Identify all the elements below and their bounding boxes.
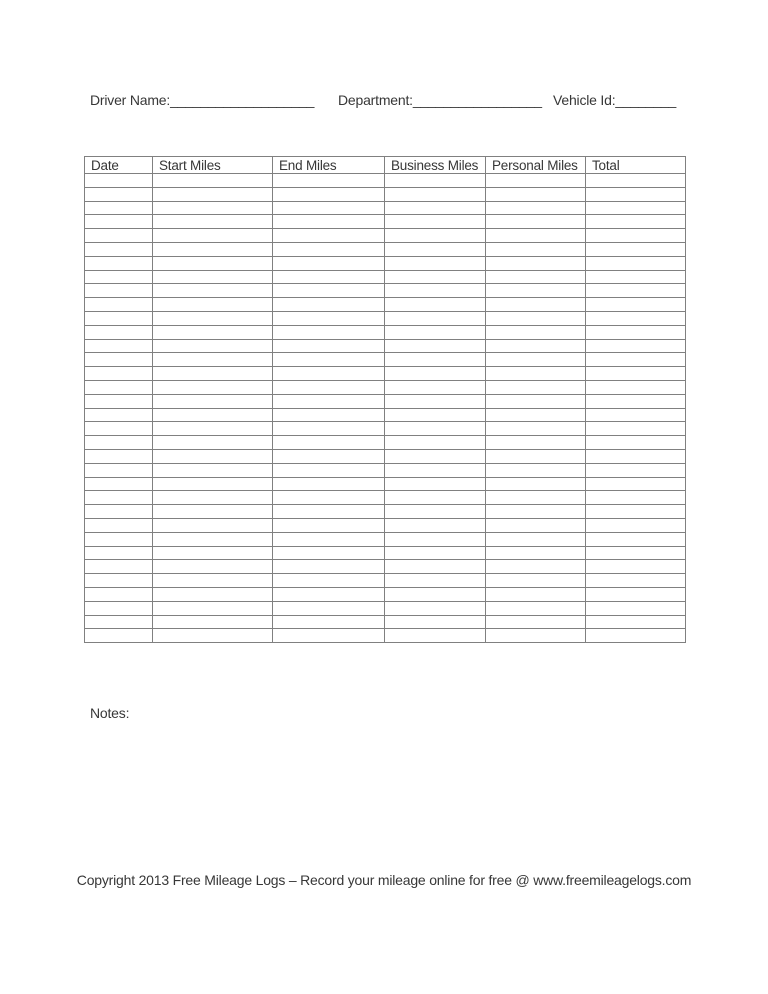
- empty-cell: [273, 353, 385, 367]
- empty-cell: [586, 491, 686, 505]
- table-row: [85, 298, 686, 312]
- empty-cell: [153, 477, 273, 491]
- empty-cell: [273, 601, 385, 615]
- empty-cell: [385, 187, 486, 201]
- empty-cell: [586, 394, 686, 408]
- table-row: [85, 353, 686, 367]
- empty-cell: [486, 201, 586, 215]
- empty-cell: [153, 174, 273, 188]
- department-blank-line: _________________: [412, 92, 542, 108]
- empty-cell: [385, 601, 486, 615]
- empty-cell: [85, 532, 153, 546]
- empty-cell: [85, 215, 153, 229]
- empty-cell: [273, 560, 385, 574]
- empty-cell: [153, 298, 273, 312]
- empty-cell: [153, 615, 273, 629]
- table-row: [85, 229, 686, 243]
- empty-cell: [273, 463, 385, 477]
- empty-cell: [385, 229, 486, 243]
- table-row: [85, 174, 686, 188]
- empty-cell: [486, 546, 586, 560]
- empty-cell: [273, 615, 385, 629]
- empty-cell: [385, 201, 486, 215]
- empty-cell: [85, 436, 153, 450]
- table-row: [85, 256, 686, 270]
- table-row: [85, 187, 686, 201]
- notes-label: Notes:: [90, 705, 130, 721]
- table-row: [85, 270, 686, 284]
- empty-cell: [385, 491, 486, 505]
- empty-cell: [153, 518, 273, 532]
- empty-cell: [385, 242, 486, 256]
- empty-cell: [153, 408, 273, 422]
- empty-cell: [85, 422, 153, 436]
- empty-cell: [486, 436, 586, 450]
- empty-cell: [85, 463, 153, 477]
- empty-cell: [486, 270, 586, 284]
- empty-cell: [153, 422, 273, 436]
- empty-cell: [85, 187, 153, 201]
- table-row: [85, 518, 686, 532]
- empty-cell: [85, 491, 153, 505]
- table-row: [85, 587, 686, 601]
- empty-cell: [486, 242, 586, 256]
- table-row: [85, 422, 686, 436]
- empty-cell: [153, 215, 273, 229]
- table-row: [85, 463, 686, 477]
- empty-cell: [273, 339, 385, 353]
- empty-cell: [85, 367, 153, 381]
- empty-cell: [586, 436, 686, 450]
- empty-cell: [153, 574, 273, 588]
- empty-cell: [486, 422, 586, 436]
- empty-cell: [153, 367, 273, 381]
- empty-cell: [385, 449, 486, 463]
- empty-cell: [586, 229, 686, 243]
- empty-cell: [85, 298, 153, 312]
- empty-cell: [586, 560, 686, 574]
- column-header-personal-miles: Personal Miles: [486, 157, 586, 174]
- empty-cell: [153, 353, 273, 367]
- table-row: [85, 477, 686, 491]
- empty-cell: [486, 256, 586, 270]
- mileage-table: [84, 156, 686, 643]
- empty-cell: [586, 477, 686, 491]
- empty-cell: [85, 174, 153, 188]
- table-row: [85, 201, 686, 215]
- column-header-total: Total: [586, 157, 686, 174]
- department-label: Department:: [338, 92, 413, 108]
- empty-cell: [586, 325, 686, 339]
- empty-cell: [486, 574, 586, 588]
- empty-cell: [385, 505, 486, 519]
- table-row: [85, 560, 686, 574]
- column-header-end-miles: End Miles: [273, 157, 385, 174]
- empty-cell: [486, 394, 586, 408]
- empty-cell: [153, 242, 273, 256]
- table-row: [85, 394, 686, 408]
- vehicle-id-label: Vehicle Id:: [553, 92, 616, 108]
- table-row: [85, 601, 686, 615]
- table-row: [85, 339, 686, 353]
- mileage-table-body: [85, 174, 686, 643]
- empty-cell: [85, 449, 153, 463]
- empty-cell: [385, 615, 486, 629]
- empty-cell: [486, 491, 586, 505]
- empty-cell: [586, 201, 686, 215]
- vehicle-id-field: [553, 92, 676, 108]
- empty-cell: [586, 380, 686, 394]
- empty-cell: [385, 311, 486, 325]
- empty-cell: [586, 546, 686, 560]
- empty-cell: [586, 601, 686, 615]
- empty-cell: [153, 339, 273, 353]
- empty-cell: [273, 422, 385, 436]
- empty-cell: [586, 270, 686, 284]
- empty-cell: [385, 339, 486, 353]
- column-header-start-miles: Start Miles: [153, 157, 273, 174]
- empty-cell: [586, 284, 686, 298]
- table-row: [85, 242, 686, 256]
- empty-cell: [85, 505, 153, 519]
- empty-cell: [273, 242, 385, 256]
- empty-cell: [586, 463, 686, 477]
- table-row: [85, 408, 686, 422]
- empty-cell: [586, 574, 686, 588]
- empty-cell: [385, 463, 486, 477]
- table-row: [85, 449, 686, 463]
- empty-cell: [586, 449, 686, 463]
- empty-cell: [273, 201, 385, 215]
- table-row: [85, 215, 686, 229]
- empty-cell: [586, 629, 686, 643]
- empty-cell: [273, 298, 385, 312]
- empty-cell: [385, 518, 486, 532]
- empty-cell: [85, 201, 153, 215]
- table-row: [85, 615, 686, 629]
- empty-cell: [85, 587, 153, 601]
- table-row: [85, 311, 686, 325]
- empty-cell: [273, 367, 385, 381]
- empty-cell: [486, 408, 586, 422]
- empty-cell: [273, 284, 385, 298]
- empty-cell: [486, 532, 586, 546]
- empty-cell: [486, 311, 586, 325]
- table-row: [85, 436, 686, 450]
- mileage-table-header-row: [85, 157, 686, 174]
- empty-cell: [85, 353, 153, 367]
- empty-cell: [385, 422, 486, 436]
- empty-cell: [385, 353, 486, 367]
- empty-cell: [153, 394, 273, 408]
- empty-cell: [486, 174, 586, 188]
- empty-cell: [586, 242, 686, 256]
- empty-cell: [586, 518, 686, 532]
- empty-cell: [385, 325, 486, 339]
- vehicle-id-blank-line: ________: [615, 92, 677, 108]
- empty-cell: [85, 615, 153, 629]
- empty-cell: [385, 560, 486, 574]
- empty-cell: [273, 436, 385, 450]
- empty-cell: [273, 518, 385, 532]
- table-row: [85, 325, 686, 339]
- empty-cell: [385, 215, 486, 229]
- empty-cell: [486, 505, 586, 519]
- empty-cell: [85, 325, 153, 339]
- empty-cell: [153, 505, 273, 519]
- empty-cell: [385, 284, 486, 298]
- empty-cell: [273, 477, 385, 491]
- empty-cell: [385, 270, 486, 284]
- empty-cell: [85, 560, 153, 574]
- empty-cell: [273, 215, 385, 229]
- empty-cell: [273, 311, 385, 325]
- empty-cell: [273, 629, 385, 643]
- empty-cell: [153, 229, 273, 243]
- empty-cell: [153, 449, 273, 463]
- empty-cell: [385, 298, 486, 312]
- empty-cell: [385, 256, 486, 270]
- empty-cell: [85, 270, 153, 284]
- empty-cell: [85, 256, 153, 270]
- empty-cell: [85, 339, 153, 353]
- empty-cell: [153, 532, 273, 546]
- empty-cell: [273, 505, 385, 519]
- empty-cell: [486, 518, 586, 532]
- empty-cell: [85, 394, 153, 408]
- empty-cell: [85, 477, 153, 491]
- empty-cell: [385, 394, 486, 408]
- empty-cell: [153, 284, 273, 298]
- empty-cell: [586, 187, 686, 201]
- empty-cell: [385, 587, 486, 601]
- empty-cell: [586, 615, 686, 629]
- empty-cell: [586, 215, 686, 229]
- empty-cell: [85, 242, 153, 256]
- empty-cell: [153, 270, 273, 284]
- empty-cell: [273, 325, 385, 339]
- empty-cell: [486, 353, 586, 367]
- empty-cell: [85, 229, 153, 243]
- empty-cell: [153, 560, 273, 574]
- empty-cell: [486, 601, 586, 615]
- empty-cell: [153, 546, 273, 560]
- empty-cell: [486, 298, 586, 312]
- empty-cell: [153, 436, 273, 450]
- empty-cell: [273, 394, 385, 408]
- empty-cell: [486, 229, 586, 243]
- table-row: [85, 574, 686, 588]
- empty-cell: [153, 380, 273, 394]
- empty-cell: [385, 546, 486, 560]
- empty-cell: [273, 187, 385, 201]
- footer-copyright: Copyright 2013 Free Mileage Logs – Record your mileage online for free @ www.freemileagelogs.com: [76, 872, 692, 888]
- empty-cell: [153, 311, 273, 325]
- empty-cell: [586, 339, 686, 353]
- empty-cell: [586, 422, 686, 436]
- empty-cell: [486, 449, 586, 463]
- column-header-business-miles: Business Miles: [385, 157, 486, 174]
- empty-cell: [273, 491, 385, 505]
- empty-cell: [586, 311, 686, 325]
- empty-cell: [586, 532, 686, 546]
- empty-cell: [385, 574, 486, 588]
- empty-cell: [486, 284, 586, 298]
- empty-cell: [153, 256, 273, 270]
- empty-cell: [385, 367, 486, 381]
- empty-cell: [385, 380, 486, 394]
- empty-cell: [85, 546, 153, 560]
- empty-cell: [486, 339, 586, 353]
- empty-cell: [153, 491, 273, 505]
- empty-cell: [273, 574, 385, 588]
- empty-cell: [273, 587, 385, 601]
- empty-cell: [273, 380, 385, 394]
- empty-cell: [486, 380, 586, 394]
- empty-cell: [153, 463, 273, 477]
- empty-cell: [586, 587, 686, 601]
- empty-cell: [273, 408, 385, 422]
- empty-cell: [273, 546, 385, 560]
- empty-cell: [85, 518, 153, 532]
- empty-cell: [586, 367, 686, 381]
- driver-name-blank-line: ___________________: [170, 92, 315, 108]
- empty-cell: [486, 325, 586, 339]
- table-row: [85, 380, 686, 394]
- table-row: [85, 505, 686, 519]
- empty-cell: [85, 311, 153, 325]
- empty-cell: [273, 449, 385, 463]
- table-row: [85, 532, 686, 546]
- empty-cell: [486, 477, 586, 491]
- empty-cell: [586, 505, 686, 519]
- empty-cell: [586, 408, 686, 422]
- empty-cell: [273, 229, 385, 243]
- empty-cell: [273, 270, 385, 284]
- empty-cell: [153, 629, 273, 643]
- empty-cell: [486, 215, 586, 229]
- empty-cell: [85, 284, 153, 298]
- empty-cell: [85, 629, 153, 643]
- empty-cell: [385, 477, 486, 491]
- table-row: [85, 629, 686, 643]
- empty-cell: [85, 601, 153, 615]
- table-row: [85, 367, 686, 381]
- table-row: [85, 546, 686, 560]
- empty-cell: [486, 587, 586, 601]
- empty-cell: [586, 353, 686, 367]
- empty-cell: [85, 408, 153, 422]
- empty-cell: [486, 615, 586, 629]
- empty-cell: [486, 367, 586, 381]
- column-header-date: Date: [85, 157, 153, 174]
- empty-cell: [385, 629, 486, 643]
- table-row: [85, 284, 686, 298]
- empty-cell: [486, 463, 586, 477]
- empty-cell: [586, 174, 686, 188]
- empty-cell: [385, 174, 486, 188]
- driver-name-label: Driver Name:: [90, 92, 171, 108]
- empty-cell: [153, 325, 273, 339]
- driver-name-field: [90, 92, 314, 108]
- empty-cell: [153, 587, 273, 601]
- empty-cell: [385, 436, 486, 450]
- empty-cell: [586, 298, 686, 312]
- empty-cell: [85, 380, 153, 394]
- empty-cell: [385, 532, 486, 546]
- empty-cell: [586, 256, 686, 270]
- empty-cell: [85, 574, 153, 588]
- empty-cell: [273, 256, 385, 270]
- department-field: [338, 92, 542, 108]
- table-row: [85, 491, 686, 505]
- empty-cell: [486, 187, 586, 201]
- empty-cell: [273, 532, 385, 546]
- empty-cell: [153, 201, 273, 215]
- empty-cell: [273, 174, 385, 188]
- empty-cell: [153, 187, 273, 201]
- empty-cell: [486, 629, 586, 643]
- empty-cell: [153, 601, 273, 615]
- empty-cell: [385, 408, 486, 422]
- empty-cell: [486, 560, 586, 574]
